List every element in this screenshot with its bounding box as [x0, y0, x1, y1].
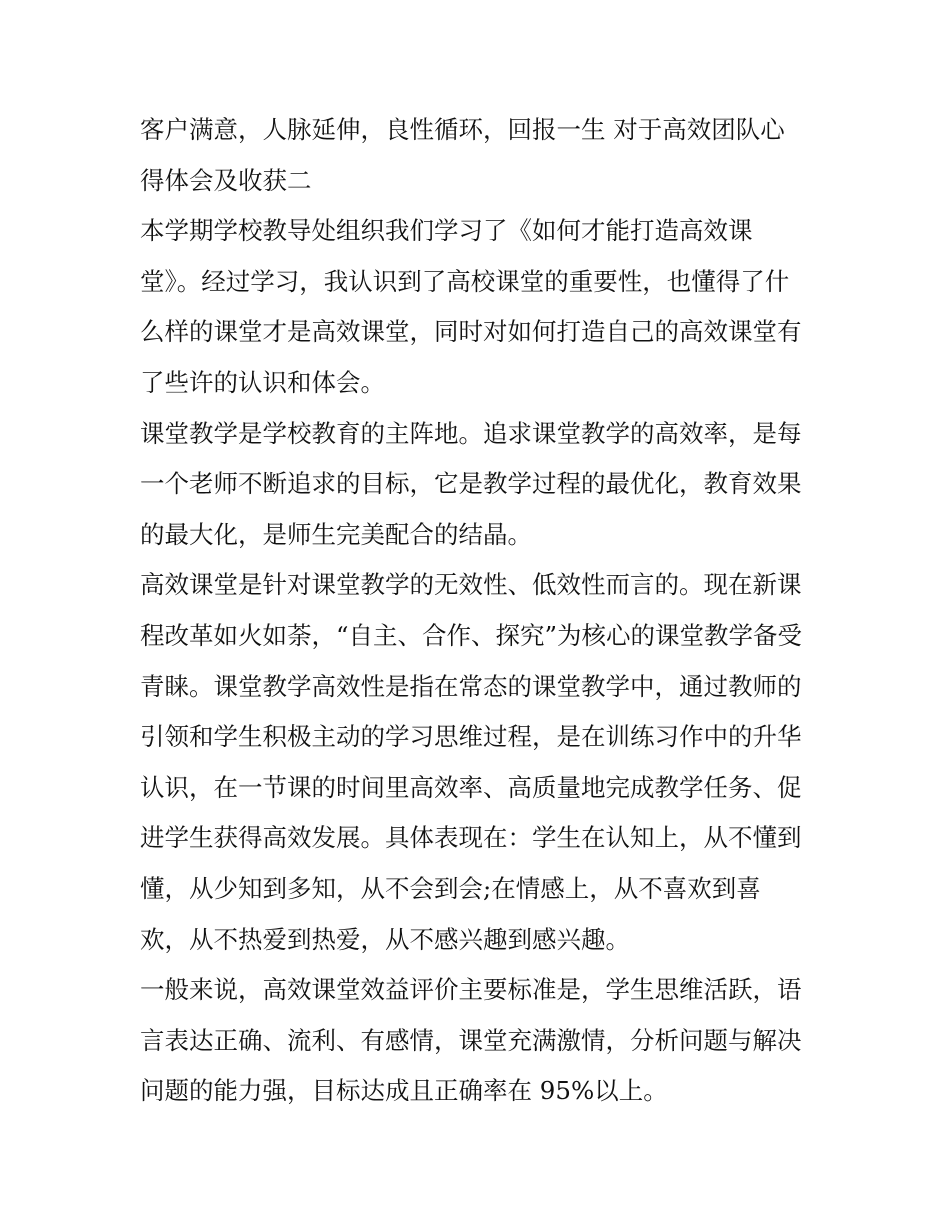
text-line: 得体会及收获二	[140, 165, 312, 195]
text-line: 引领和学生积极主动的学习思维过程，是在训练习作中的升华	[140, 722, 802, 752]
text-line: 一个老师不断追求的目标，它是教学过程的最优化，教育效果	[140, 469, 802, 499]
text-line: 了些许的认识和体会。	[140, 367, 385, 397]
text-line: 欢，从不热爱到热爱，从不感兴趣到感兴趣。	[140, 924, 630, 954]
text-line: 认识，在一节课的时间里高效率、高质量地完成教学任务、促	[140, 772, 802, 802]
text-line: 程改革如火如荼，“自主、合作、探究”为核心的课堂教学备受	[140, 620, 803, 650]
text-line: 客户满意，人脉延伸，良性循环，回报一生 对于高效团队心	[140, 115, 785, 144]
text-line: 问题的能力强，目标达成且正确率在 95%以上。	[140, 1076, 668, 1106]
text-line: 青睐。课堂教学高效性是指在常态的课堂教学中，通过教师的	[140, 671, 802, 701]
text-line: 的最大化，是师生完美配合的结晶。	[140, 519, 532, 549]
text-line: 言表达正确、流利、有感情，课堂充满激情，分析问题与解决	[140, 1025, 802, 1055]
text-line: 一般来说，高效课堂效益评价主要标准是，学生思维活跃，语	[140, 975, 802, 1005]
text-line: 进学生获得高效发展。具体表现在：学生在认知上，从不懂到	[140, 823, 802, 853]
text-line: 本学期学校教导处组织我们学习了《如何才能打造高效课	[140, 216, 753, 246]
text-line: 高效课堂是针对课堂教学的无效性、低效性而言的。现在新课	[140, 570, 802, 600]
text-line: 课堂教学是学校教育的主阵地。追求课堂教学的高效率，是每	[140, 418, 802, 448]
text-line: 懂，从少知到多知，从不会到会;在情感上，从不喜欢到喜	[140, 873, 761, 903]
text-line: 堂》。经过学习，我认识到了高校课堂的重要性，也懂得了什	[140, 266, 790, 296]
document-body	[140, 105, 820, 1117]
text-line: 么样的课堂才是高效课堂，同时对如何打造自己的高效课堂有	[140, 317, 802, 347]
